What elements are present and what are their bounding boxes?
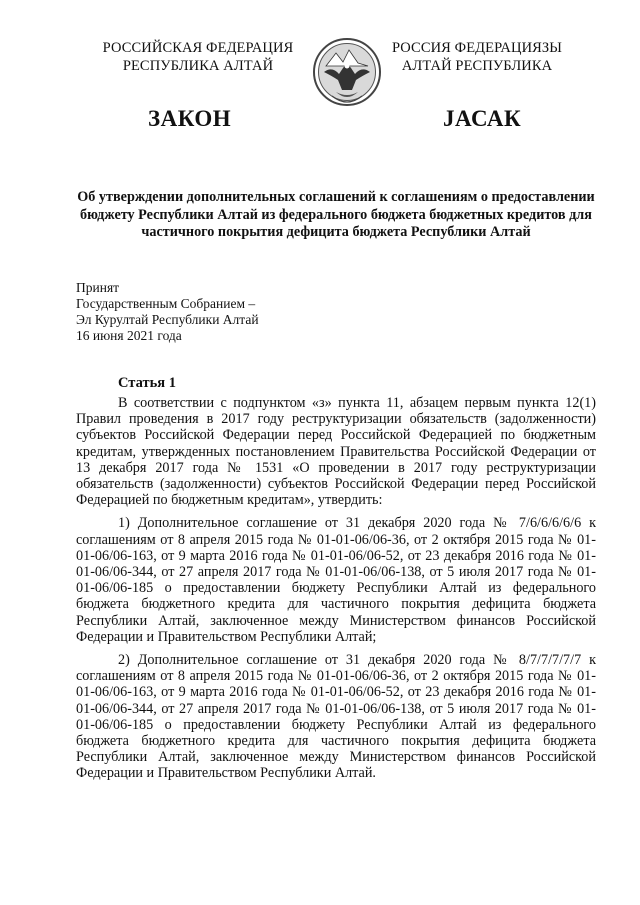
header-right [362,39,592,75]
header-left-line1: РОССИЙСКАЯ ФЕДЕРАЦИЯ [102,40,294,56]
header-right-line1: РОССИЯ ФЕДЕРАЦИЯЗЫ [391,40,563,56]
adoption-line: Принят [76,280,120,295]
adoption-block [76,280,336,344]
article-body [76,395,596,789]
article-heading: Статья 1 [118,375,176,391]
adoption-date: 16 июня 2021 года [76,328,182,343]
document-title: Об утверждении дополнительных соглашений к соглашениям о предоставлении бюджету Республики Алтай из федерального бюджета бюджетных кредитов для частичного покрытия дефицита бюджета Республики Алтай [77,189,595,241]
header-left [83,39,313,75]
paragraph: В соответствии с подпунктом «з» пункта 11, абзацем первым пункта 12(1) Правил проведения в 2017 году реструктуризации обязательств (задолженности) субъектов Российской Федерации перед Российской Федерацией по бюджетным кредитам, утвержденных постановлением Правительства Российской Федерации от 13 декабря 2017 года № 1531 «О проведении в 2017 году реструктуризации обязательств (задолженности) субъектов Российской Федерации перед Российской Федерацией по бюджетным кредитам», утвердить: [76,395,596,509]
paragraph: 1) Дополнительное соглашение от 31 декабря 2020 года № 7/6/6/6/6/6 к соглашениям от 8 апреля 2015 года № 01-01-06/06-36, от 2 октября 2015 года № 01-01-06/06-163, от 9 марта 2016 года № 01-01-06/06-52, от 23 декабря 2016 года № 01-01-06/06-344, от 27 апреля 2017 года № 01-01-06/06-138, от 5 июля 2017 года № 01-01-06/06-185 о предоставлении бюджету Республики Алтай из федерального бюджета бюджетного кредита для частичного покрытия дефицита бюджета Республики Алтай, заключенное между Министерством финансов Российской Федерации и Правительством Республики Алтай; [76,515,596,645]
law-title-ru: ЗАКОН [148,106,232,131]
header-left-line2: РЕСПУБЛИКА АЛТАЙ [122,58,274,74]
law-title-altai: ЈАСАК [443,106,522,131]
header-right-line2: АЛТАЙ РЕСПУБЛИКА [401,58,553,74]
adoption-line: Эл Курултай Республики Алтай [76,312,259,327]
paragraph: 2) Дополнительное соглашение от 31 декабря 2020 года № 8/7/7/7/7/7 к соглашениям от 8 апреля 2015 года № 01-01-06/06-36, от 2 октября 2015 года № 01-01-06/06-163, от 9 марта 2016 года № 01-01-06/06-52, от 23 декабря 2016 года № 01-01-06/06-344, от 27 апреля 2017 года № 01-01-06/06-138, от 5 июля 2017 года № 01-01-06/06-185 о предоставлении бюджету Республики Алтай из федерального бюджета бюджетного кредита для частичного покрытия дефицита бюджета Республики Алтай, заключенное между Министерством финансов Российской Федерации и Правительством Республики Алтай. [76,652,596,782]
adoption-line: Государственным Собранием – [76,296,256,311]
